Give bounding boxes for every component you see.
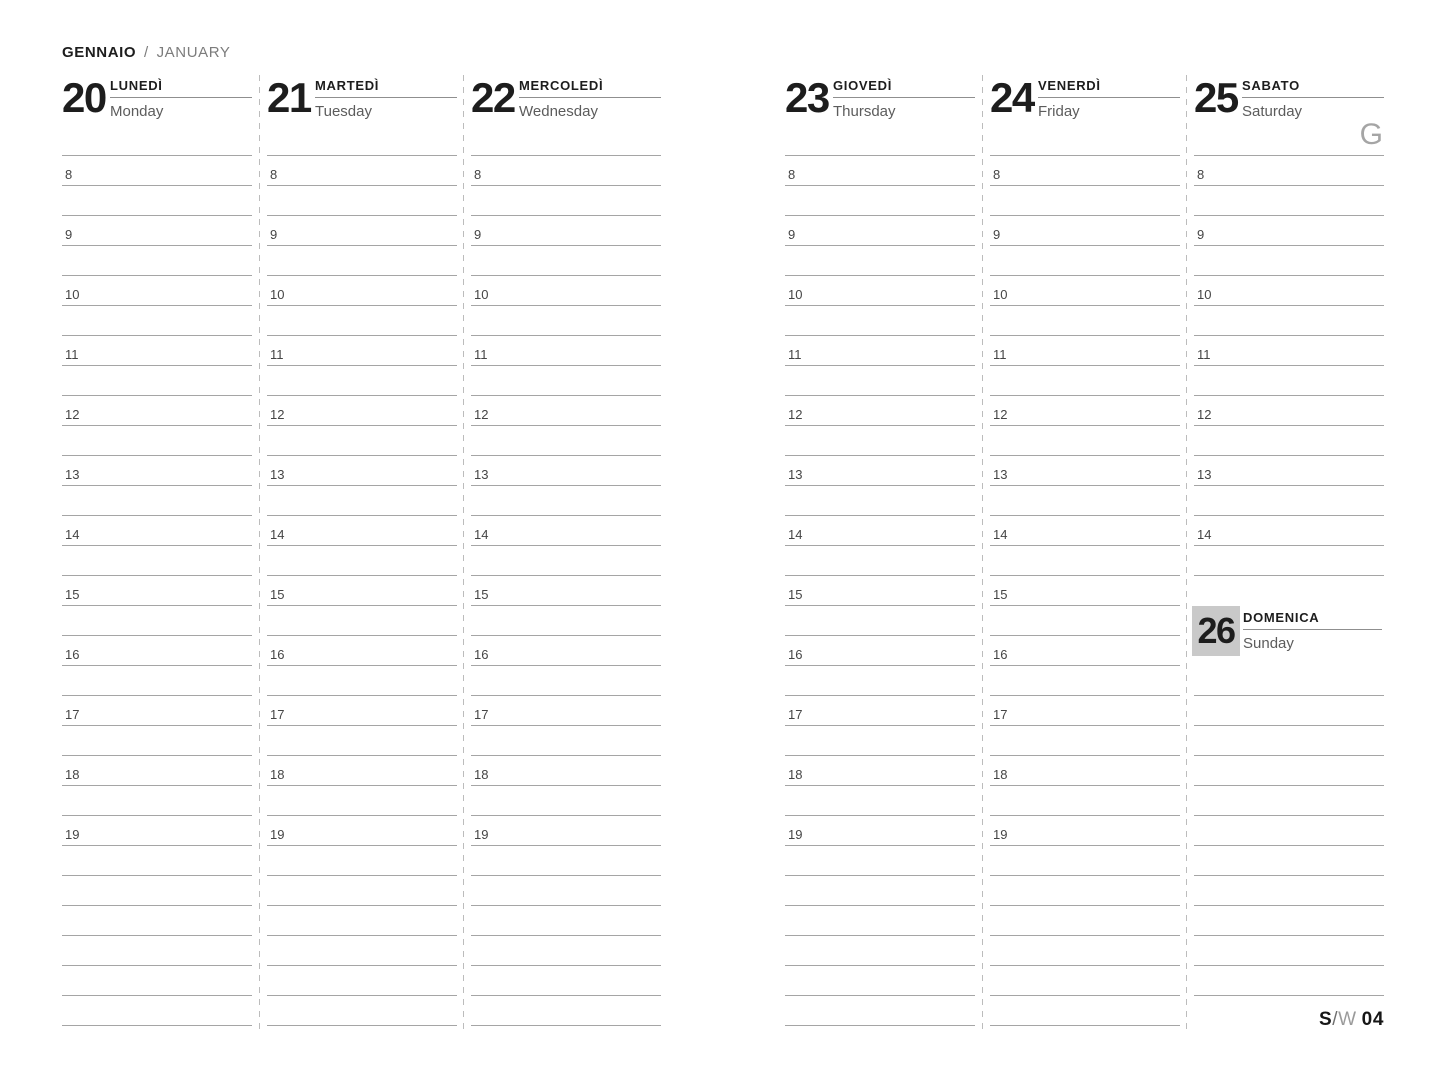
grid-line xyxy=(62,485,252,486)
hour-label: 18 xyxy=(788,767,803,782)
grid-line xyxy=(990,245,1180,246)
grid-line xyxy=(62,1025,252,1026)
day-column-thursday xyxy=(785,75,975,1033)
hour-label: 13 xyxy=(993,467,1008,482)
grid-line xyxy=(267,935,457,936)
hour-label: 14 xyxy=(474,527,489,542)
grid-line xyxy=(785,665,975,666)
grid-line xyxy=(990,815,1180,816)
grid-line xyxy=(990,305,1180,306)
day-column-friday xyxy=(990,75,1180,1033)
grid-line xyxy=(267,965,457,966)
day-name-english: Thursday xyxy=(833,103,896,120)
grid-line xyxy=(1194,245,1384,246)
grid-line xyxy=(785,965,975,966)
grid-line xyxy=(62,935,252,936)
hour-label: 13 xyxy=(474,467,489,482)
grid-line xyxy=(62,785,252,786)
grid-line xyxy=(1194,695,1384,696)
grid-line xyxy=(471,905,661,906)
hour-label: 11 xyxy=(270,347,284,362)
grid-line xyxy=(62,425,252,426)
hour-label: 17 xyxy=(65,707,80,722)
grid-line xyxy=(471,335,661,336)
hour-label: 19 xyxy=(474,827,489,842)
grid-line xyxy=(785,455,975,456)
grid-line xyxy=(990,905,1180,906)
grid-line xyxy=(471,875,661,876)
grid-line xyxy=(62,215,252,216)
grid-line xyxy=(267,905,457,906)
day-number: 22 xyxy=(471,74,515,121)
grid-line xyxy=(990,635,1180,636)
grid-line xyxy=(785,275,975,276)
week-slash: / xyxy=(1332,1009,1339,1030)
grid-line xyxy=(471,725,661,726)
grid-line xyxy=(785,725,975,726)
day-column-saturday xyxy=(1194,75,1384,1033)
grid-line xyxy=(62,845,252,846)
grid-line xyxy=(471,215,661,216)
hour-label: 14 xyxy=(270,527,285,542)
day-name-english: Friday xyxy=(1038,103,1080,120)
grid-line xyxy=(267,185,457,186)
grid-line xyxy=(1194,785,1384,786)
grid-line xyxy=(990,455,1180,456)
grid-line xyxy=(62,245,252,246)
grid-line xyxy=(471,275,661,276)
month-separator: / xyxy=(144,44,149,61)
grid-line xyxy=(785,365,975,366)
grid-line xyxy=(471,995,661,996)
hour-label: 12 xyxy=(993,407,1008,422)
day-header xyxy=(1194,75,1384,145)
hour-label: 17 xyxy=(788,707,803,722)
grid-line xyxy=(471,755,661,756)
hour-label: 16 xyxy=(993,647,1008,662)
grid-line xyxy=(1194,575,1384,576)
grid-line xyxy=(267,395,457,396)
grid-line xyxy=(471,155,661,156)
day-header xyxy=(471,75,661,145)
grid-line xyxy=(1194,335,1384,336)
grid-line xyxy=(785,815,975,816)
grid-line xyxy=(471,545,661,546)
grid-line xyxy=(267,245,457,246)
grid-line xyxy=(267,875,457,876)
day-name-english: Tuesday xyxy=(315,103,372,120)
hour-label: 9 xyxy=(1197,227,1205,242)
grid-line xyxy=(62,275,252,276)
month-name-english: JANUARY xyxy=(156,44,231,61)
hour-label: 19 xyxy=(65,827,80,842)
grid-line xyxy=(785,155,975,156)
grid-line xyxy=(62,875,252,876)
grid-line xyxy=(785,785,975,786)
hour-label: 16 xyxy=(65,647,80,662)
hour-label: 9 xyxy=(788,227,796,242)
grid-line xyxy=(267,545,457,546)
grid-line xyxy=(62,455,252,456)
day-number: 21 xyxy=(267,74,311,121)
day-names xyxy=(110,78,252,120)
day-column-tuesday xyxy=(267,75,457,1033)
hour-label: 17 xyxy=(993,707,1008,722)
hour-label: 11 xyxy=(993,347,1007,362)
grid-line xyxy=(1194,485,1384,486)
hour-label: 9 xyxy=(270,227,278,242)
grid-line xyxy=(1194,995,1384,996)
grid-line xyxy=(785,425,975,426)
column-separator-dashed xyxy=(259,75,260,1030)
grid-line xyxy=(785,245,975,246)
grid-line xyxy=(990,845,1180,846)
grid-line xyxy=(785,515,975,516)
hour-label: 15 xyxy=(65,587,80,602)
grid-line xyxy=(1194,395,1384,396)
hour-label: 18 xyxy=(65,767,80,782)
hour-label: 18 xyxy=(270,767,285,782)
grid-line xyxy=(267,365,457,366)
grid-line xyxy=(990,185,1180,186)
grid-line xyxy=(785,185,975,186)
grid-line xyxy=(990,995,1180,996)
hour-label: 17 xyxy=(474,707,489,722)
grid-line xyxy=(267,845,457,846)
grid-line xyxy=(62,575,252,576)
grid-line xyxy=(1194,875,1384,876)
grid-line xyxy=(62,995,252,996)
grid-line xyxy=(267,335,457,336)
grid-line xyxy=(267,275,457,276)
hour-label: 19 xyxy=(993,827,1008,842)
day-name-english: Saturday xyxy=(1242,103,1303,120)
grid-line xyxy=(267,515,457,516)
grid-line xyxy=(267,725,457,726)
hour-label: 10 xyxy=(993,287,1008,302)
day-name-italian: GIOVEDÌ xyxy=(833,78,975,98)
sunday-number-box xyxy=(1192,606,1240,656)
grid-line xyxy=(267,1025,457,1026)
hour-label: 16 xyxy=(270,647,285,662)
grid-line xyxy=(785,695,975,696)
grid-line xyxy=(785,215,975,216)
hour-label: 16 xyxy=(474,647,489,662)
day-column-wednesday xyxy=(471,75,661,1033)
grid-line xyxy=(267,695,457,696)
grid-line xyxy=(471,665,661,666)
grid-line xyxy=(990,395,1180,396)
grid-line xyxy=(785,605,975,606)
hour-label: 19 xyxy=(270,827,285,842)
grid-line xyxy=(1194,515,1384,516)
grid-line xyxy=(990,935,1180,936)
grid-line xyxy=(471,785,661,786)
hour-label: 9 xyxy=(993,227,1001,242)
grid-line xyxy=(785,635,975,636)
grid-line xyxy=(471,965,661,966)
grid-line xyxy=(471,395,661,396)
grid-line xyxy=(1194,455,1384,456)
grid-line xyxy=(785,995,975,996)
grid-line xyxy=(990,785,1180,786)
month-initial-letter: G xyxy=(1359,118,1383,151)
grid-line xyxy=(1194,725,1384,726)
hour-label: 11 xyxy=(65,347,79,362)
grid-line xyxy=(990,575,1180,576)
day-number: 26 xyxy=(1197,610,1235,651)
grid-line xyxy=(785,905,975,906)
hour-label: 16 xyxy=(788,647,803,662)
grid-line xyxy=(471,305,661,306)
hour-label: 11 xyxy=(474,347,488,362)
hour-label: 11 xyxy=(788,347,802,362)
day-names xyxy=(1038,78,1180,120)
day-header xyxy=(62,75,252,145)
hour-label: 13 xyxy=(788,467,803,482)
grid-line xyxy=(267,425,457,426)
sunday-header xyxy=(1192,606,1384,658)
grid-line xyxy=(62,905,252,906)
grid-line xyxy=(990,755,1180,756)
month-name-italian: GENNAIO xyxy=(62,44,137,61)
hour-label: 12 xyxy=(788,407,803,422)
grid-line xyxy=(267,635,457,636)
grid-line xyxy=(990,605,1180,606)
grid-line xyxy=(471,845,661,846)
grid-line xyxy=(1194,905,1384,906)
grid-line xyxy=(267,485,457,486)
grid-line xyxy=(990,665,1180,666)
grid-line xyxy=(62,725,252,726)
grid-line xyxy=(62,365,252,366)
grid-line xyxy=(267,305,457,306)
hour-label: 12 xyxy=(270,407,285,422)
grid-line xyxy=(471,425,661,426)
grid-line xyxy=(62,635,252,636)
day-number: 24 xyxy=(990,74,1034,121)
day-header xyxy=(990,75,1180,145)
grid-line xyxy=(785,1025,975,1026)
grid-line xyxy=(990,365,1180,366)
grid-line xyxy=(62,155,252,156)
hour-label: 14 xyxy=(993,527,1008,542)
grid-line xyxy=(990,215,1180,216)
grid-line xyxy=(1194,275,1384,276)
hour-label: 14 xyxy=(1197,527,1212,542)
grid-line xyxy=(267,785,457,786)
day-name-italian: MARTEDÌ xyxy=(315,78,457,98)
grid-line xyxy=(267,995,457,996)
grid-line xyxy=(1194,305,1384,306)
column-separator-dashed xyxy=(463,75,464,1030)
hour-label: 10 xyxy=(1197,287,1212,302)
grid-line xyxy=(62,695,252,696)
grid-line xyxy=(990,965,1180,966)
hour-label: 12 xyxy=(474,407,489,422)
grid-line xyxy=(1194,185,1384,186)
grid-line xyxy=(267,755,457,756)
hour-label: 9 xyxy=(65,227,73,242)
grid-line xyxy=(990,335,1180,336)
hour-label: 8 xyxy=(474,167,482,182)
grid-line xyxy=(785,575,975,576)
grid-line xyxy=(990,275,1180,276)
grid-line xyxy=(785,485,975,486)
grid-line xyxy=(471,935,661,936)
grid-line xyxy=(471,605,661,606)
column-separator-dashed xyxy=(1186,75,1187,1030)
day-names xyxy=(1242,78,1384,120)
week-number-label xyxy=(1319,1009,1384,1031)
hour-label: 12 xyxy=(65,407,80,422)
grid-line xyxy=(990,515,1180,516)
grid-line xyxy=(62,395,252,396)
hour-label: 10 xyxy=(270,287,285,302)
grid-line xyxy=(785,875,975,876)
grid-line xyxy=(785,755,975,756)
day-name-english: Wednesday xyxy=(519,103,598,120)
grid-line xyxy=(990,545,1180,546)
hour-label: 17 xyxy=(270,707,285,722)
hour-label: 11 xyxy=(1197,347,1211,362)
day-names xyxy=(519,78,661,120)
grid-line xyxy=(1194,845,1384,846)
day-name-english: Sunday xyxy=(1243,635,1294,652)
grid-line xyxy=(471,485,661,486)
grid-line xyxy=(785,845,975,846)
grid-line xyxy=(62,605,252,606)
grid-line xyxy=(785,305,975,306)
grid-line xyxy=(1194,815,1384,816)
grid-line xyxy=(1194,965,1384,966)
grid-line xyxy=(267,155,457,156)
grid-line xyxy=(471,365,661,366)
week-letter-s: S xyxy=(1318,1009,1333,1030)
hour-label: 10 xyxy=(474,287,489,302)
grid-line xyxy=(990,875,1180,876)
hour-label: 19 xyxy=(788,827,803,842)
grid-line xyxy=(471,815,661,816)
grid-line xyxy=(62,665,252,666)
day-number: 23 xyxy=(785,74,829,121)
grid-line xyxy=(267,815,457,816)
grid-line xyxy=(1194,425,1384,426)
day-column-monday xyxy=(62,75,252,1033)
day-name-italian: VENERDÌ xyxy=(1038,78,1180,98)
hour-label: 15 xyxy=(788,587,803,602)
hour-label: 13 xyxy=(65,467,80,482)
grid-line xyxy=(1194,365,1384,366)
day-name-italian: SABATO xyxy=(1242,78,1384,98)
hour-label: 14 xyxy=(788,527,803,542)
grid-line xyxy=(62,335,252,336)
grid-line xyxy=(471,695,661,696)
day-names xyxy=(833,78,975,120)
hour-label: 15 xyxy=(270,587,285,602)
grid-line xyxy=(62,305,252,306)
grid-line xyxy=(1194,155,1384,156)
day-header xyxy=(267,75,457,145)
column-separator-dashed xyxy=(982,75,983,1030)
grid-line xyxy=(62,185,252,186)
grid-line xyxy=(471,515,661,516)
grid-line xyxy=(990,485,1180,486)
day-name-italian: DOMENICA xyxy=(1243,610,1382,630)
grid-line xyxy=(471,185,661,186)
grid-line xyxy=(267,665,457,666)
day-name-english: Monday xyxy=(110,103,164,120)
day-names xyxy=(1243,610,1382,652)
grid-line xyxy=(62,755,252,756)
grid-line xyxy=(990,155,1180,156)
grid-line xyxy=(267,215,457,216)
grid-line xyxy=(267,455,457,456)
hour-label: 12 xyxy=(1197,407,1212,422)
grid-line xyxy=(471,1025,661,1026)
grid-line xyxy=(62,965,252,966)
hour-label: 13 xyxy=(1197,467,1212,482)
hour-label: 18 xyxy=(474,767,489,782)
day-name-italian: MERCOLEDÌ xyxy=(519,78,661,98)
grid-line xyxy=(267,605,457,606)
grid-line xyxy=(785,545,975,546)
grid-line xyxy=(785,395,975,396)
grid-line xyxy=(785,335,975,336)
grid-line xyxy=(1194,755,1384,756)
grid-line xyxy=(62,815,252,816)
week-letter-w: W xyxy=(1338,1009,1357,1030)
hour-label: 14 xyxy=(65,527,80,542)
hour-label: 13 xyxy=(270,467,285,482)
grid-line xyxy=(1194,935,1384,936)
month-header xyxy=(62,44,231,61)
hour-label: 10 xyxy=(788,287,803,302)
day-name-italian: LUNEDÌ xyxy=(110,78,252,98)
hour-label: 15 xyxy=(993,587,1008,602)
hour-label: 8 xyxy=(1197,167,1205,182)
hour-label: 8 xyxy=(993,167,1001,182)
hour-label: 8 xyxy=(65,167,73,182)
day-header xyxy=(785,75,975,145)
grid-line xyxy=(471,245,661,246)
grid-line xyxy=(785,935,975,936)
grid-line xyxy=(471,635,661,636)
grid-line xyxy=(471,575,661,576)
grid-line xyxy=(62,545,252,546)
hour-label: 18 xyxy=(993,767,1008,782)
hour-label: 10 xyxy=(65,287,80,302)
hour-label: 8 xyxy=(788,167,796,182)
grid-line xyxy=(990,425,1180,426)
day-names xyxy=(315,78,457,120)
grid-line xyxy=(990,1025,1180,1026)
grid-line xyxy=(990,695,1180,696)
hour-label: 8 xyxy=(270,167,278,182)
grid-line xyxy=(990,725,1180,726)
hour-label: 15 xyxy=(474,587,489,602)
day-number: 20 xyxy=(62,74,106,121)
grid-line xyxy=(471,455,661,456)
week-number-value: 04 xyxy=(1361,1009,1384,1030)
grid-line xyxy=(1194,215,1384,216)
day-number: 25 xyxy=(1194,74,1238,121)
grid-line xyxy=(62,515,252,516)
hour-label: 9 xyxy=(474,227,482,242)
grid-line xyxy=(267,575,457,576)
grid-line xyxy=(1194,545,1384,546)
